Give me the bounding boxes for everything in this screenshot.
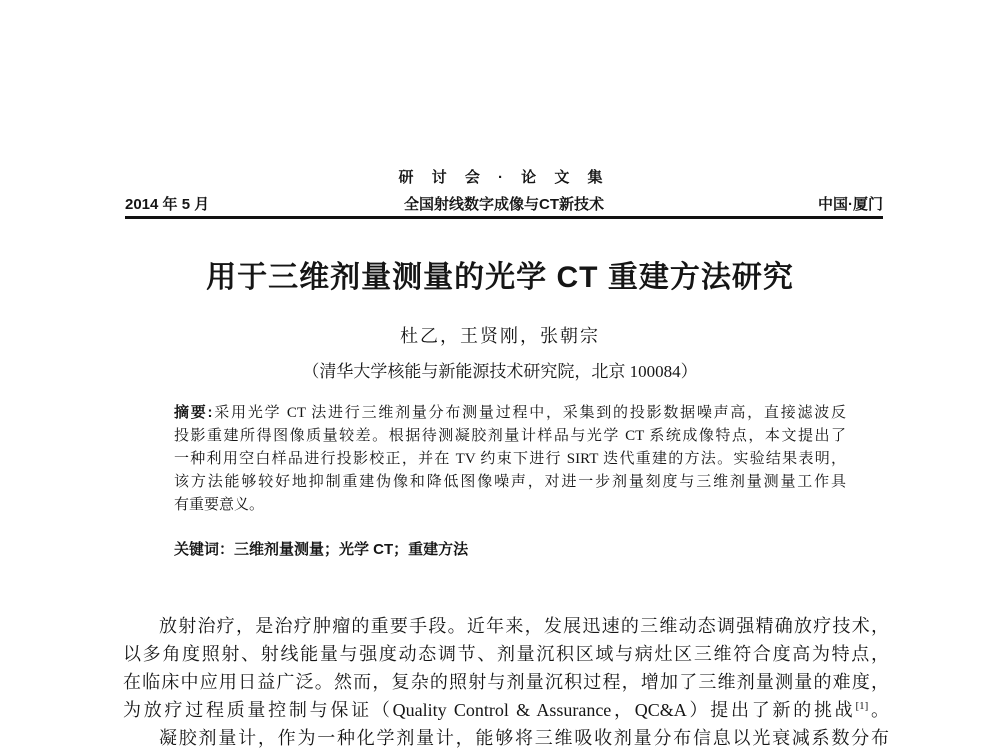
abstract-text: 采用光学 CT 法进行三维剂量分布测量过程中，采集到的投影数据噪声高，直接滤波反 [212,405,846,421]
abstract-line: 有重要意义。 [174,497,265,513]
issue-date: 2014 年 5 月 [125,196,210,213]
authors-line: 杜乙，王贤刚，张朝宗 [400,326,600,346]
citation-superscript: [1] [855,700,869,712]
abstract-line [174,401,846,425]
body-line: 以多角度照射、射线能量与强度动态调节、剂量沉积区域与病灶区三维符合度高为特点， [123,644,889,664]
abstract-label: 摘要: [174,404,213,421]
abstract-line: 投影重建所得图像质量较差。根据待测凝胶剂量计样品与光学 CT 系统成像特点，本文提出了 [174,428,846,444]
body-line-text: 为放疗过程质量控制与保证（Quality Control & Assurance，QC&A）提出了新的挑战 [123,700,856,720]
conference-name: 全国射线数字成像与CT新技术 [404,196,604,213]
body-line [123,696,889,724]
paper-title: 用于三维剂量测量的光学 CT 重建方法研究 [206,261,794,294]
body-line: 放射治疗，是治疗肿瘤的重要手段。近年来，发展迅速的三维动态调强精确放疗技术， [159,616,889,636]
abstract-line: 一种利用空白样品进行投影校正，并在 TV 约束下进行 SIRT 迭代重建的方法。实验结果表明， [174,451,846,467]
keywords-label: 关键词： [174,541,235,558]
abstract-line: 该方法能够较好地抑制重建伪像和降低图像噪声，对进一步剂量刻度与三维剂量测量工作具 [174,474,846,490]
body-text-block [123,612,889,749]
running-head-row [125,193,883,214]
body-line: 在临床中应用日益广泛。然而，复杂的照射与剂量沉积过程，增加了三维剂量测量的难度， [123,672,889,692]
body-line-text: 。 [868,700,890,720]
conference-location: 中国·厦门 [818,196,883,213]
keywords-text: 三维剂量测量；光学 CT；重建方法 [234,541,469,558]
keywords-line [174,538,846,559]
abstract-block [174,401,846,517]
body-line: 凝胶剂量计，作为一种化学剂量计，能够将三维吸收剂量分布信息以光衰减系数分布 [159,728,889,748]
affiliation-line: （清华大学核能与新能源技术研究院，北京 100084） [302,362,698,381]
header-rule [125,216,883,219]
proceedings-series-title: 研 讨 会 · 论 文 集 [398,169,610,186]
